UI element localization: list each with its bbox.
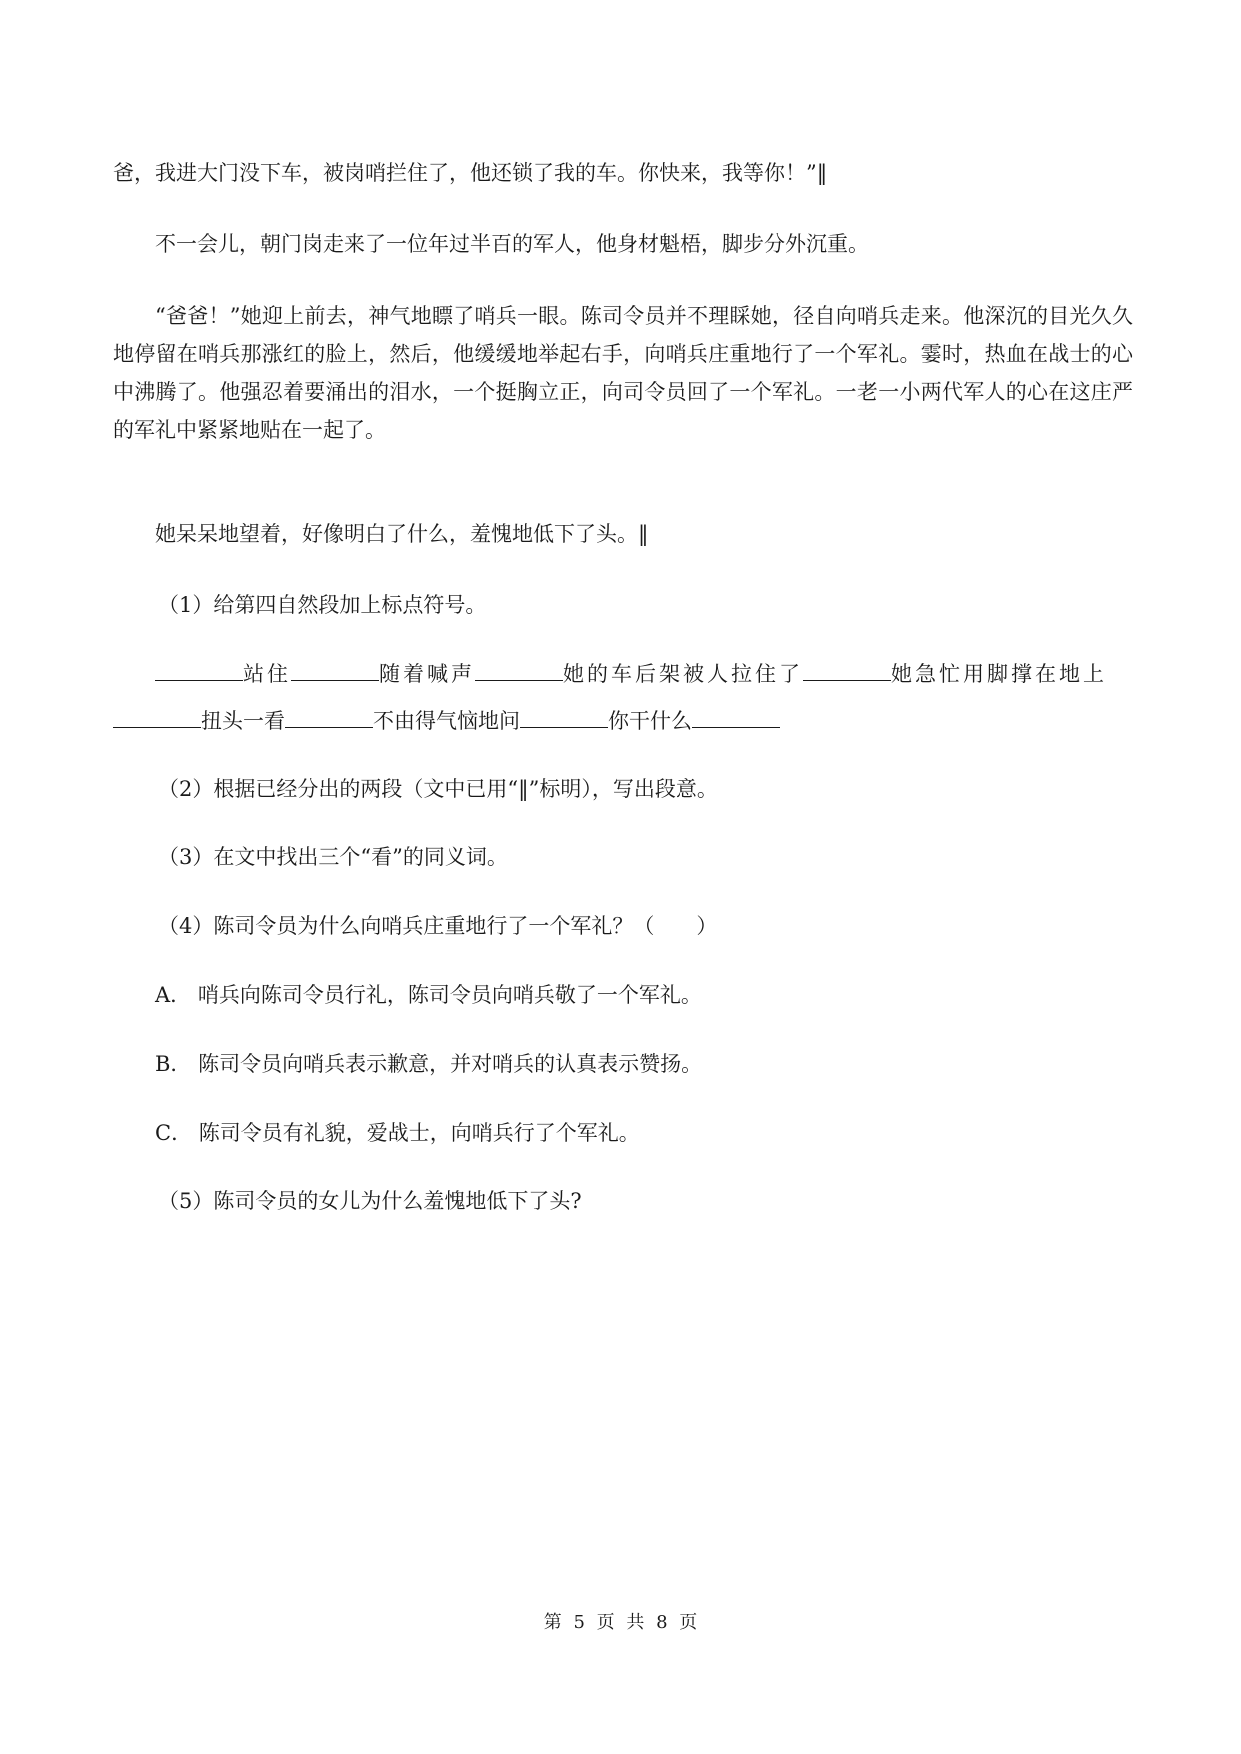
page-number-footer: 第 5 页 共 8 页 xyxy=(543,1612,698,1633)
fill-segment: 她的车后架被人拉住了 xyxy=(563,662,803,686)
answer-blank[interactable] xyxy=(803,658,891,681)
answer-blank[interactable] xyxy=(113,705,201,728)
fill-segment: 不由得气恼地问 xyxy=(373,709,520,733)
passage-paragraph-arrival: 不一会儿，朝门岗走来了一位年过半百的军人，他身材魁梧，脚步分外沉重。 xyxy=(155,232,869,256)
answer-blank[interactable] xyxy=(285,705,373,728)
question-2-prompt: （2）根据已经分出的两段（文中已用“‖”标明），写出段意。 xyxy=(158,777,718,801)
question-1-fill-row-1 xyxy=(155,658,1107,689)
answer-blank[interactable] xyxy=(475,658,563,681)
answer-blank[interactable] xyxy=(291,658,379,681)
passage-paragraph-ashamed: 她呆呆地望着，好像明白了什么，羞愧地低下了头。‖ xyxy=(155,522,649,546)
fill-segment: 随着喊声 xyxy=(379,662,475,686)
answer-blank[interactable] xyxy=(155,658,243,681)
fill-segment: 站住 xyxy=(243,662,291,686)
question-5-prompt: （5）陈司令员的女儿为什么羞愧地低下了头? xyxy=(158,1189,582,1213)
question-1-prompt: （1）给第四自然段加上标点符号。 xyxy=(158,593,487,617)
fill-segment: 扭头一看 xyxy=(201,709,285,733)
fill-segment: 她急忙用脚撑在地上 xyxy=(891,662,1107,686)
answer-blank[interactable] xyxy=(520,705,608,728)
question-3-prompt: （3）在文中找出三个“看”的同义词。 xyxy=(158,845,508,869)
fill-segment: 你干什么 xyxy=(608,709,692,733)
question-4-option-b[interactable]: B． 陈司令员向哨兵表示歉意，并对哨兵的认真表示赞扬。 xyxy=(155,1052,703,1076)
question-4-prompt: （4）陈司令员为什么向哨兵庄重地行了一个军礼？（ ） xyxy=(158,914,718,938)
question-4-option-c[interactable]: C． 陈司令员有礼貌，爱战士，向哨兵行了个军礼。 xyxy=(155,1121,640,1145)
passage-continued-line: 爸，我进大门没下车，被岗哨拦住了，他还锁了我的车。你快来，我等你！”‖ xyxy=(113,161,828,185)
question-1-fill-row-2 xyxy=(113,705,780,736)
question-4-option-a[interactable]: A． 哨兵向陈司令员行礼，陈司令员向哨兵敬了一个军礼。 xyxy=(155,983,702,1007)
passage-paragraph-salute: “爸爸！”她迎上前去，神气地瞟了哨兵一眼。陈司令员并不理睬她，径自向哨兵走来。他深沉的目光久久地停留在哨兵那涨红的脸上，然后，他缓缓地举起右手，向哨兵庄重地行了一个军礼。霎时，热血在战士的心中沸腾了。他强忍着要涌出的泪水，一个挺胸立正，向司令员回了一个军礼。一老一小两代军人的心在这庄严的军礼中紧紧地贴在一起了。 xyxy=(113,304,1133,442)
answer-blank[interactable] xyxy=(692,705,780,728)
